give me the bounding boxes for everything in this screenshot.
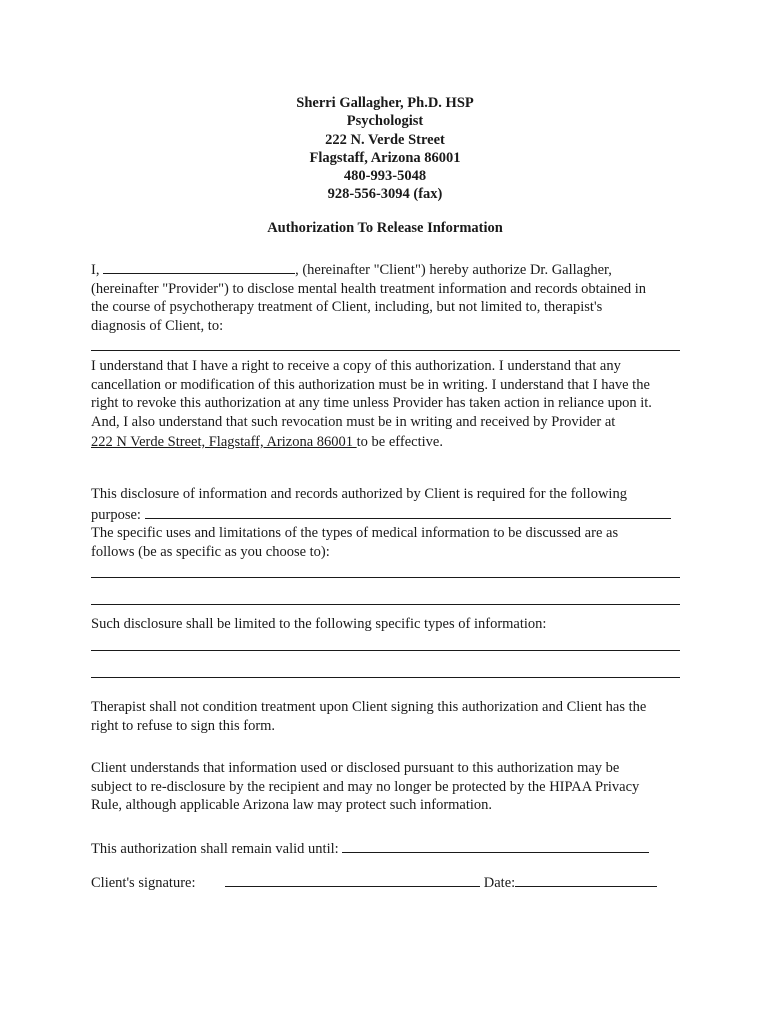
redisclosure-line-1: Client understands that information used or disclosed pursuant to this authorization may be (91, 760, 620, 776)
provider-profession: Psychologist (346, 113, 424, 130)
valid-until-field[interactable] (342, 838, 649, 853)
letterhead (0, 94, 770, 204)
purpose-paragraph (91, 485, 691, 561)
intro-line-4: diagnosis of Client, to: (91, 317, 224, 334)
purpose-field[interactable] (145, 504, 671, 519)
rights-line-4: And, I also understand that such revocation must be in writing and received by Provider at (91, 413, 616, 430)
uses-line-1: The specific uses and limitations of the types of medical information to be discussed are as (91, 525, 619, 541)
redisclosure-line-2: subject to re-disclosure by the recipient and may no longer be protected by the HIPAA Privacy (91, 778, 640, 795)
intro-line-1: I, , (hereinafter "Client") hereby authorize Dr. Gallagher, (91, 259, 691, 280)
types-line: Such disclosure shall be limited to the following specific types of information: (91, 616, 547, 632)
rights-line-3: right to revoke this authorization at any time unless Provider has taken action in reliance upon it. (91, 395, 652, 411)
uses-line-2: follows (be as specific as you choose to): (91, 543, 330, 560)
document-title: Authorization To Release Information (267, 220, 503, 236)
uses-field-line-1[interactable] (91, 577, 680, 578)
redisclosure-paragraph (91, 759, 691, 815)
client-name-field[interactable] (103, 259, 295, 274)
redisclosure-line-3: Rule, although applicable Arizona law may protect such information. (91, 797, 493, 813)
purpose-line-2: purpose: (91, 504, 691, 525)
types-field-line-1[interactable] (91, 650, 680, 651)
rights-paragraph (91, 357, 691, 452)
provider-phone: 480-993-5048 (343, 168, 427, 185)
uses-field-line-2[interactable] (91, 604, 680, 605)
intro-line-3: the course of psychotherapy treatment of Client, including, but not limited to, therapist's (91, 299, 603, 315)
purpose-line-1: This disclosure of information and records authorized by Client is required for the following (91, 486, 627, 502)
valid-until-row (91, 838, 649, 858)
condition-line-2: right to refuse to sign this form. (91, 717, 276, 734)
signature-label: Client's signature: (91, 875, 196, 891)
rights-line-1: I understand that I have a right to receive a copy of this authorization. I understand that any (91, 358, 621, 374)
types-paragraph (91, 615, 691, 634)
condition-paragraph (91, 698, 691, 735)
provider-street: 222 N. Verde Street (325, 131, 445, 148)
types-field-line-2[interactable] (91, 677, 680, 678)
date-label: Date: (483, 875, 516, 891)
signature-row (91, 872, 657, 892)
intro-line-2: (hereinafter "Provider") to disclose mental health treatment information and records obtained in (91, 280, 646, 297)
date-field[interactable] (515, 872, 657, 887)
intro-paragraph (91, 259, 691, 335)
provider-city: Flagstaff, Arizona 86001 (309, 149, 461, 166)
signature-field[interactable] (225, 872, 480, 887)
condition-line-1: Therapist shall not condition treatment upon Client signing this authorization and Client has the (91, 699, 647, 715)
rights-line-5: 222 N Verde Street, Flagstaff, Arizona 86001 to be effective. (91, 434, 443, 450)
provider-fax: 928-556-3094 (fax) (327, 186, 443, 203)
rights-line-2: cancellation or modification of this authorization must be in writing. I understand that I have the (91, 376, 650, 393)
valid-until-label: This authorization shall remain valid until: (91, 841, 339, 857)
provider-name: Sherri Gallagher, Ph.D. HSP (296, 95, 474, 111)
provider-address: 222 N Verde Street, Flagstaff, Arizona 86001 (91, 434, 357, 450)
recipient-field-line[interactable] (91, 350, 680, 351)
